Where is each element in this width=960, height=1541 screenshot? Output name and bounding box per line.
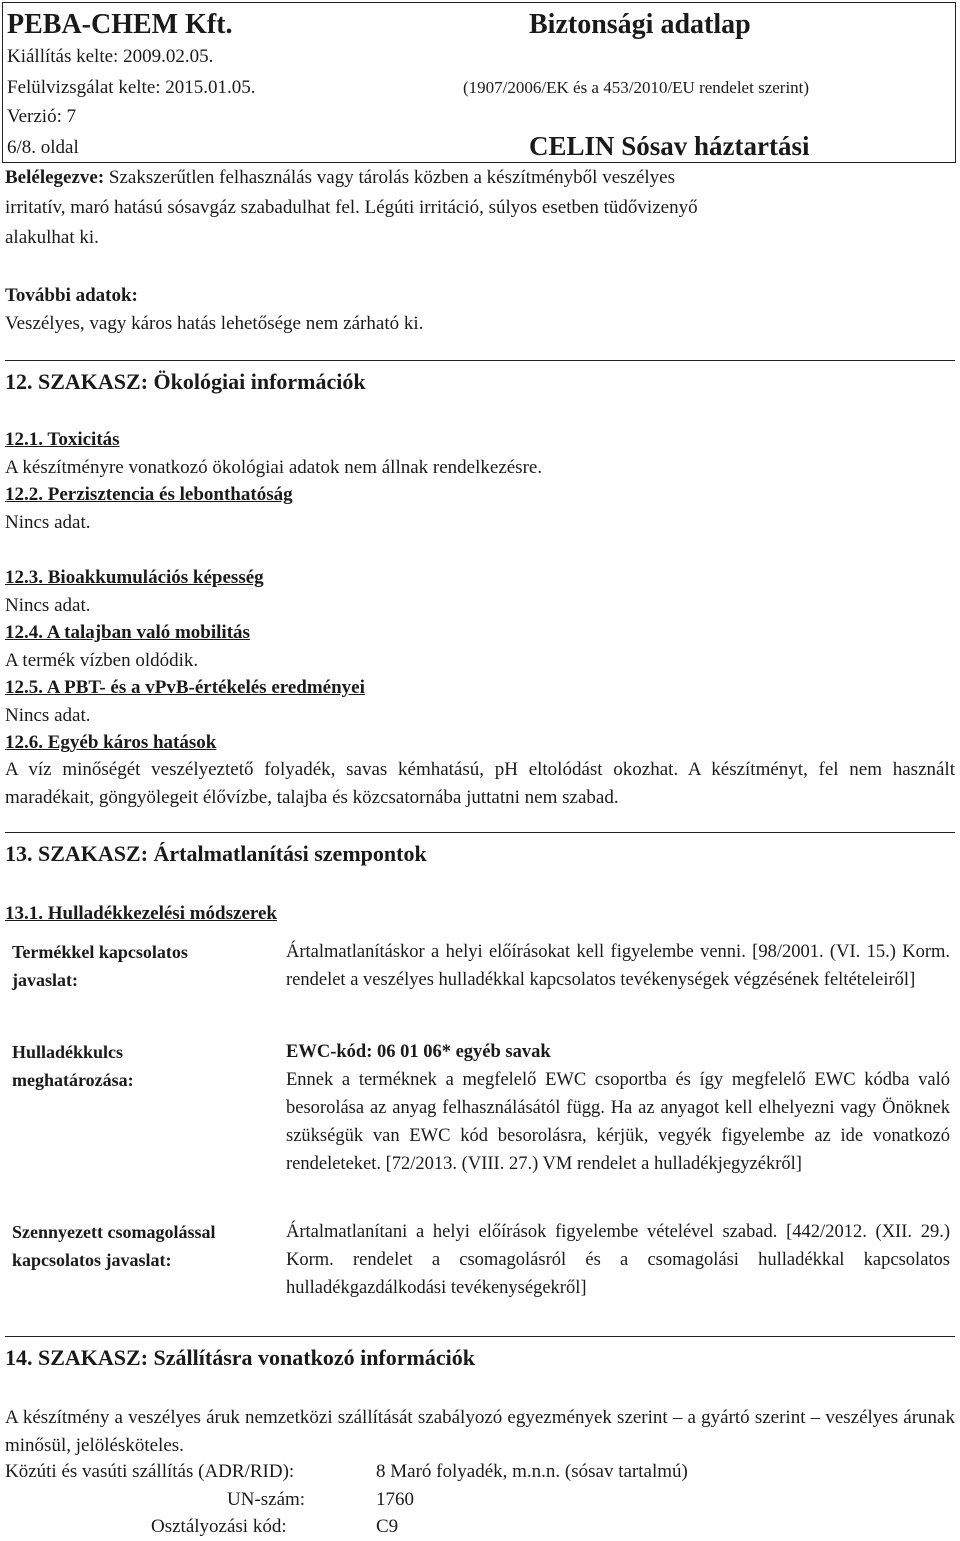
section-14-title: 14. SZAKASZ: Szállításra vonatkozó információk [5, 1336, 955, 1371]
issue-date: Kiállítás kelte: 2009.02.05. [7, 46, 214, 67]
disposal-product-label: Termékkel kapcsolatos javaslat: [12, 942, 188, 990]
adr-value: 8 Maró folyadék, m.n.n. (sósav tartalmú) [376, 1461, 688, 1482]
subsection-12-6: 12.6. Egyéb káros hatások [5, 732, 217, 753]
adr-label: Közúti és vasúti szállítás (ADR/RID): [5, 1461, 295, 1482]
subsection-12-3-text: Nincs adat. [5, 595, 91, 616]
document-title: Biztonsági adatlap [529, 9, 751, 40]
product-name: CELIN Sósav háztartási [529, 131, 810, 161]
waste-code-label: Hulladékkulcs meghatározása: [12, 1042, 134, 1090]
review-date: Felülvizsgálat kelte: 2015.01.05. [7, 77, 256, 98]
un-number-value: 1760 [376, 1489, 414, 1510]
un-number-label: UN-szám: [227, 1489, 306, 1510]
packaging-disposal-text: Ártalmatlanítani a helyi előírások figyelembe vételével szabad. [442/2012. (XII. 29.) Korm. rendelet a csomagolásról és a csomagolási hulladékkal kapcsolatos hulladékgazdálkodási tevékenységekről] [286, 1222, 950, 1298]
subsection-12-4: 12.4. A talajban való mobilitás [5, 622, 250, 643]
subsection-12-5: 12.5. A PBT- és a vPvB-értékelés eredményei [5, 677, 365, 698]
transport-intro: A készítmény a veszélyes áruk nemzetközi szállítását szabályozó egyezmények szerint – a gyártó szerint – veszélyes árunak minősül, jelölésköteles. [5, 1407, 955, 1456]
waste-code-text: Ennek a terméknek a megfelelő EWC csoportba és így megfelelő EWC kódba való besorolása az anyag felhasználásától függ. Ha az anyagot kell elhelyezni vagy Önöknek szükségük van EWC kód besorolásra, kérjük, vegyék figyelembe az ide vonatkozó rendeleteket. [72/2013. (VIII. 27.) VM rendelet a hulladékjegyzékről] [286, 1070, 950, 1174]
document-header [2, 2, 956, 163]
subsection-13-1: 13.1. Hulladékkezelési módszerek [5, 903, 277, 924]
page-number: 6/8. oldal [7, 137, 79, 158]
inhalation-text-1: Szakszerűtlen felhasználás vagy tárolás közben a készítményből veszélyes [104, 167, 675, 188]
subsection-12-6-text: A víz minőségét veszélyeztető folyadék, savas kémhatású, pH eltolódást okozhat. A készítményt, fel nem használt maradékait, göngyölegeit élővízbe, talajba és közcsatornába juttatni nem szabad. [5, 759, 955, 808]
subsection-12-2: 12.2. Perzisztencia és lebonthatóság [5, 484, 293, 505]
subsection-12-2-text: Nincs adat. [5, 512, 91, 533]
classification-code-label: Osztályozási kód: [151, 1516, 287, 1537]
version: Verzió: 7 [7, 106, 77, 127]
regulation-note: (1907/2006/EK és a 453/2010/EU rendelet szerint) [463, 78, 810, 97]
subsection-12-1-text: A készítményre vonatkozó ökológiai adatok nem állnak rendelkezésre. [5, 457, 543, 478]
inhalation-line-2: irritatív, maró hatású sósavgáz szabadulhat fel. Légúti irritáció, súlyos esetben tüdővizenyő [5, 197, 698, 218]
subsection-12-5-text: Nincs adat. [5, 705, 91, 726]
further-info-text: Veszélyes, vagy káros hatás lehetősége nem zárható ki. [5, 313, 424, 334]
subsection-12-3: 12.3. Bioakkumulációs képesség [5, 567, 264, 588]
company-name: PEBA-CHEM Kft. [7, 9, 233, 40]
subsection-12-4-text: A termék vízben oldódik. [5, 650, 199, 671]
ewc-code: EWC-kód: 06 01 06* egyéb savak [286, 1042, 551, 1062]
classification-code-value: C9 [376, 1516, 399, 1537]
further-info-label: További adatok: [5, 285, 138, 306]
subsection-12-1: 12.1. Toxicitás [5, 429, 120, 450]
disposal-product-text: Ártalmatlanításkor a helyi előírásokat kell figyelembe venni. [98/2001. (VI. 15.) Korm. rendelet a veszélyes hulladékkal kapcsolatos tevékenységek végzésének feltételeiről] [286, 942, 950, 990]
inhalation-label: Belélegezve: [5, 167, 105, 188]
inhalation-line-3: alakulhat ki. [5, 227, 99, 248]
section-12-title: 12. SZAKASZ: Ökológiai információk [5, 360, 955, 395]
section-13-title: 13. SZAKASZ: Ártalmatlanítási szempontok [5, 832, 955, 867]
inhalation-line-1 [5, 164, 675, 192]
packaging-disposal-label: Szennyezett csomagolással kapcsolatos javaslat: [12, 1222, 216, 1270]
